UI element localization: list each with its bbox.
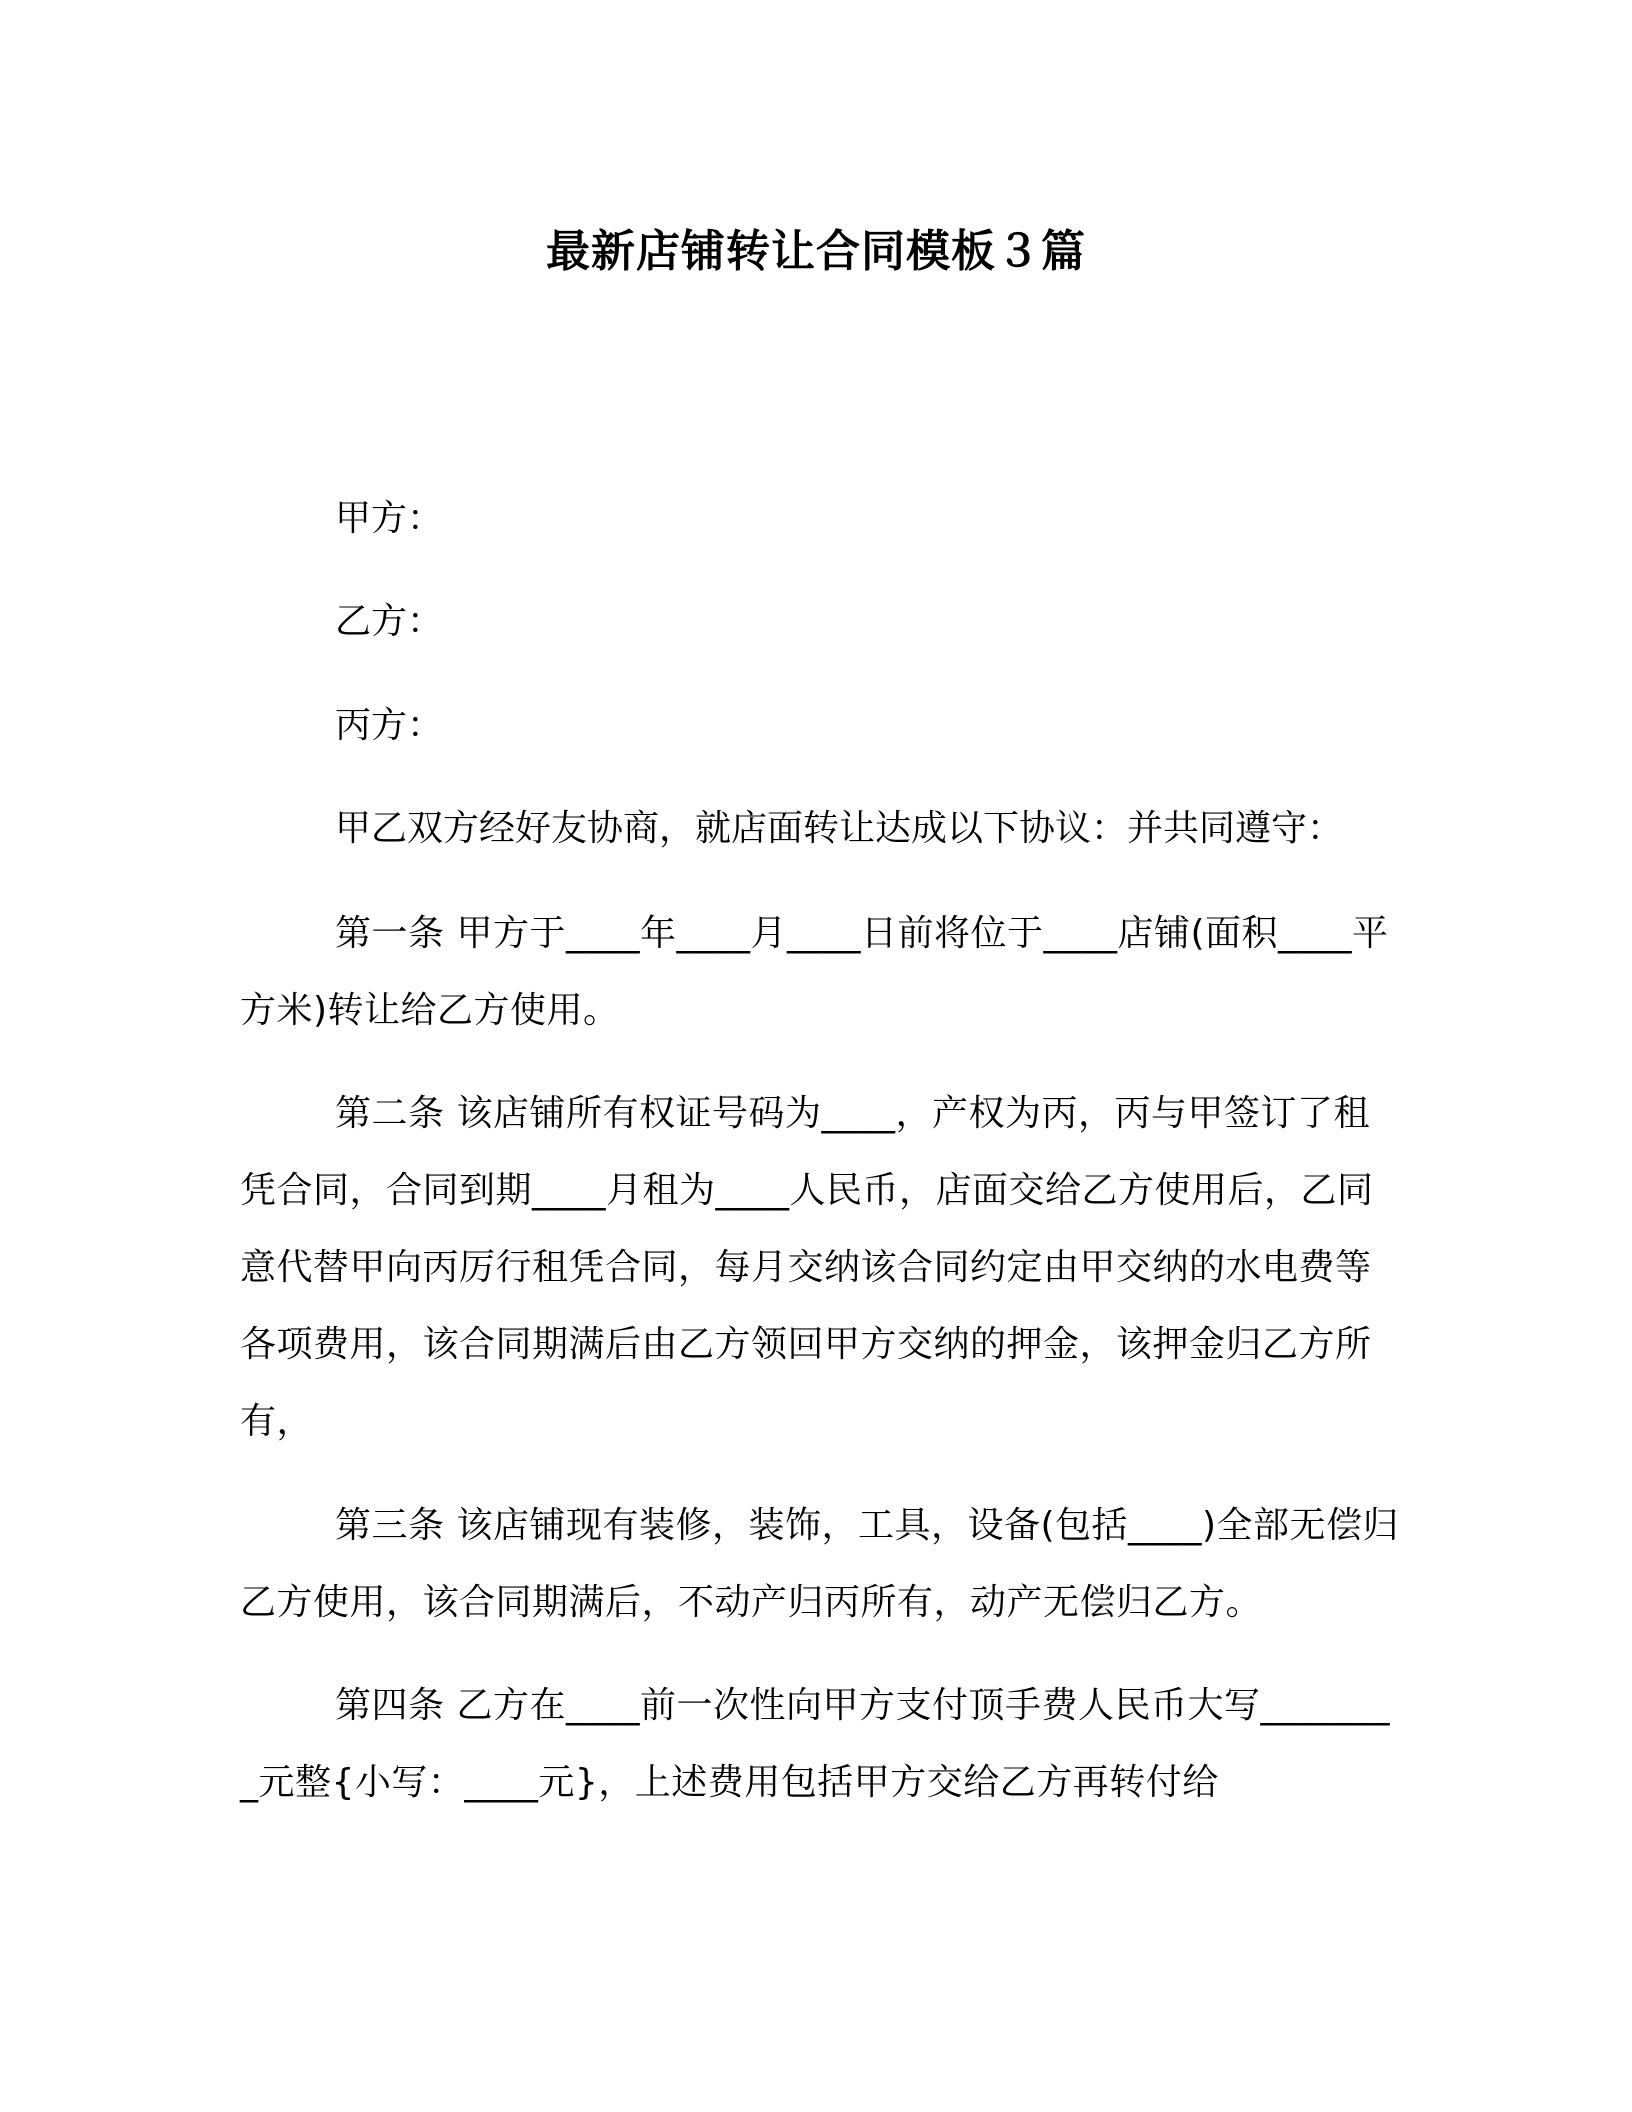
article-4: 第四条 乙方在____前一次性向甲方支付顶手费人民币大写________元整{小写：____元}，上述费用包括甲方交给乙方再转付给 (240, 1685, 1390, 1803)
document-title: 最新店铺转让合同模板３篇 (546, 226, 1086, 277)
article-1: 第一条 甲方于____年____月____日前将位于____店铺(面积____平方米)转让给乙方使用。 (240, 913, 1389, 1031)
article-3: 第三条 该店铺现有装修，装饰，工具，设备(包括____)全部无偿归乙方使用，该合同期满后，不动产归丙所有，动产无偿归乙方。 (240, 1505, 1400, 1623)
party-a-label: 甲方： (335, 498, 444, 539)
intro-paragraph: 甲乙双方经好友协商，就店面转让达成以下协议：并共同遵守： (335, 808, 1344, 849)
party-b-label: 乙方： (335, 601, 444, 642)
article-2: 第二条 该店铺所有权证号码为____，产权为丙，丙与甲签订了租凭合同，合同到期____月租为____人民币，店面交给乙方使用后，乙同意代替甲向丙厉行租凭合同，每月交纳该合同约定由甲交纳的水电费等各项费用，该合同期满后由乙方领回甲方交纳的押金，该押金归乙方所有， (240, 1093, 1374, 1442)
party-c-label: 丙方： (335, 705, 444, 746)
